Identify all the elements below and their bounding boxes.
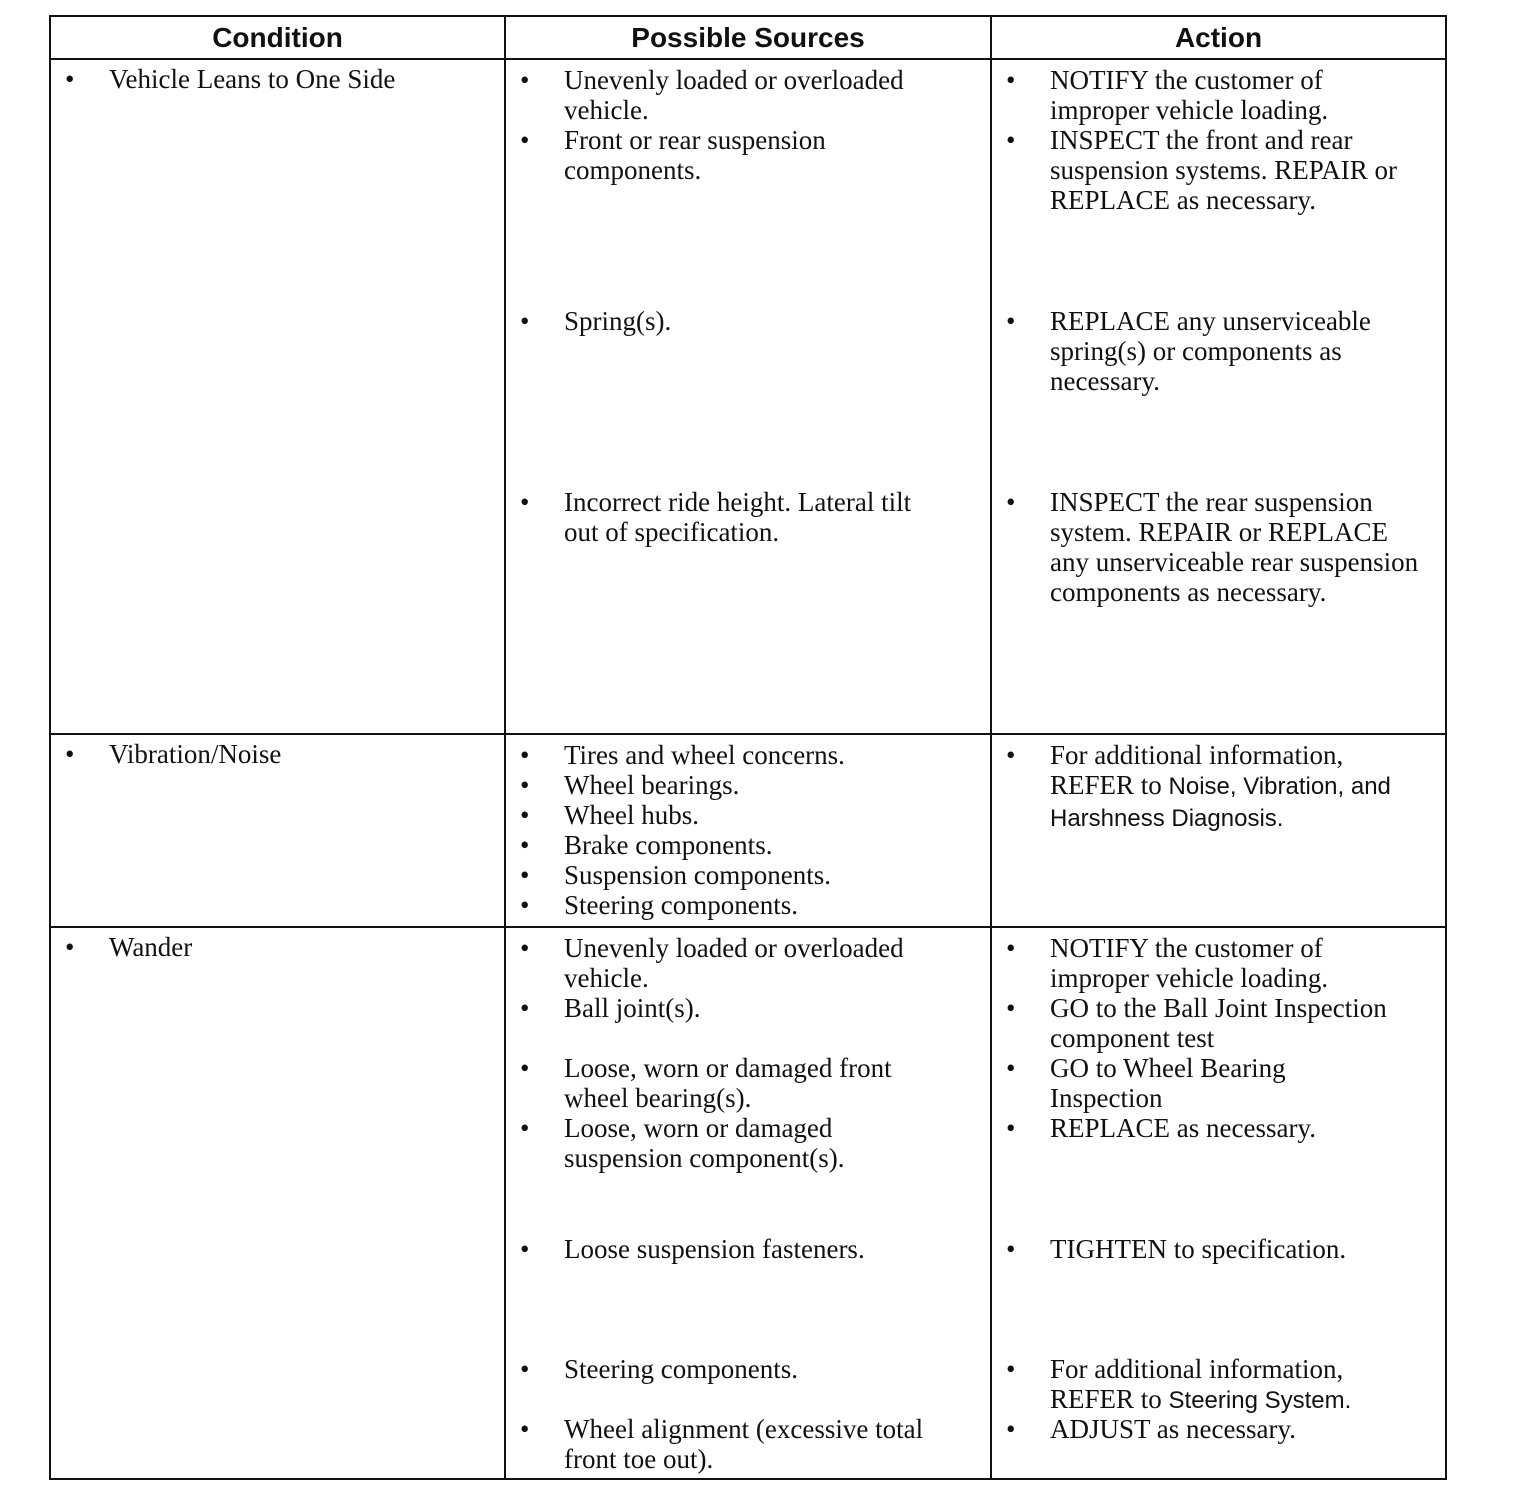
diagnosis-table [49,15,1447,1480]
source-item: • Front or rear suspension components. [520,125,826,185]
condition-cell [51,928,506,1478]
source-item: • Brake components. [520,830,773,860]
source-item: • Steering components. [520,890,798,920]
condition-cell [51,60,506,733]
ref-link-steering[interactable]: Steering System. [1168,1387,1352,1414]
action-cell [992,735,1445,926]
action-item: • GO to Wheel Bearing Inspection [1006,1053,1286,1113]
action-item: • TIGHTEN to specification. [1006,1234,1347,1264]
source-item: • Unevenly loaded or overloaded vehicle. [520,933,904,993]
action-cell [992,928,1445,1478]
table-header [51,17,1445,60]
source-item: • Unevenly loaded or overloaded vehicle. [520,65,904,125]
sources-cell [506,60,992,733]
source-item: • Wheel alignment (excessive total front toe out). [520,1414,924,1474]
table-row [51,928,1445,1478]
source-item: • Tires and wheel concerns. [520,740,845,770]
action-item: • GO to the Ball Joint Inspection component test [1006,993,1387,1053]
action-item: • ADJUST as necessary. [1006,1414,1296,1444]
action-item: • REPLACE any unserviceable spring(s) or components as necessary. [1006,306,1371,396]
header-action: Action [1174,21,1263,53]
source-item: • Loose, worn or damaged front wheel bearing(s). [520,1053,892,1113]
source-item: • Wheel hubs. [520,800,699,830]
sources-cell [506,735,992,926]
source-item: • Loose suspension fasteners. [520,1234,865,1264]
source-item: • Steering components. [520,1354,798,1384]
condition-item: • Vibration/Noise [65,739,282,769]
source-item: • Suspension components. [520,860,831,890]
header-condition: Condition [51,17,506,58]
ref-link-nvh[interactable]: Noise, Vibration, and Harshness Diagnosis. [1050,773,1391,832]
source-item: • Wheel bearings. [520,770,740,800]
action-item: • INSPECT the front and rear suspension systems. REPAIR or REPLACE as necessary. [1006,125,1398,215]
action-item: • NOTIFY the customer of improper vehicle loading. [1006,65,1329,125]
action-item: • For additional information, REFER to Steering System. [1006,1354,1352,1414]
source-item: • Spring(s). [520,306,672,336]
action-item: • NOTIFY the customer of improper vehicle loading. [1006,933,1329,993]
condition-cell [51,735,506,926]
action-item: • For additional information, REFER to Noise, Vibration, and Harshness Diagnosis. [1006,740,1391,832]
source-item: • Ball joint(s). [520,993,701,1023]
sources-cell [506,928,992,1478]
source-item: • Incorrect ride height. Lateral tilt out of specification. [520,487,912,547]
action-item: • REPLACE as necessary. [1006,1113,1316,1143]
table-row [51,735,1445,928]
table-row [51,60,1445,735]
action-item: • INSPECT the rear suspension system. REPAIR or REPLACE any unserviceable rear suspension components as necessary. [1006,487,1419,607]
source-item: • Loose, worn or damaged suspension component(s). [520,1113,845,1173]
action-cell [992,60,1445,733]
condition-item: • Vehicle Leans to One Side [65,64,396,94]
condition-item: • Wander [65,932,193,962]
header-possible-sources: Possible Sources [506,17,992,58]
